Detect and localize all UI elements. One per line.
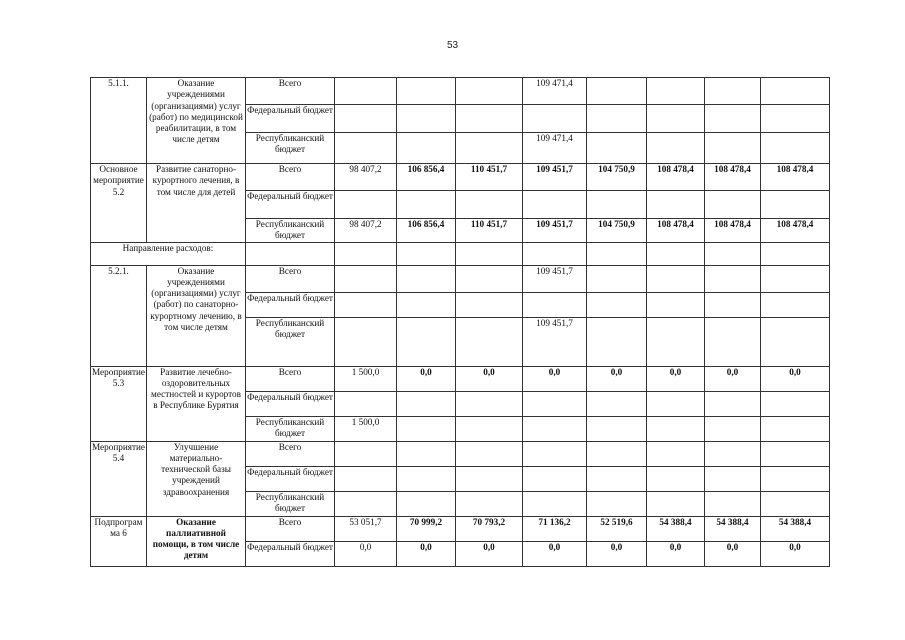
empty-cell [335, 242, 397, 265]
value-cell: 109 471,4 [523, 78, 587, 105]
value-cell [456, 265, 523, 292]
item-name: Улучшение материально-технической базы учреждений здравоохранения [147, 441, 246, 516]
funding-source: Всего [246, 516, 335, 541]
value-cell [397, 416, 456, 441]
funding-source: Федеральный бюджет [246, 391, 335, 416]
value-cell [335, 391, 397, 416]
value-cell [647, 441, 705, 466]
page-number: 53 [446, 40, 459, 51]
value-cell [761, 391, 830, 416]
value-cell [587, 491, 647, 516]
funding-source: Федеральный бюджет [246, 105, 335, 133]
value-cell: 0,0 [761, 366, 830, 391]
value-cell: 0,0 [397, 541, 456, 566]
value-cell [397, 491, 456, 516]
value-cell: 0,0 [456, 366, 523, 391]
value-cell [761, 416, 830, 441]
value-cell: 54 388,4 [647, 516, 705, 541]
empty-cell [761, 242, 830, 265]
item-code: Мероприятие 5.4 [91, 441, 147, 516]
item-code: Основное мероприятие 5.2 [91, 164, 147, 243]
table-row [91, 441, 830, 466]
value-cell [761, 292, 830, 317]
value-cell [456, 391, 523, 416]
value-cell: 109 451,7 [523, 219, 587, 243]
value-cell [705, 416, 761, 441]
value-cell: 110 451,7 [456, 164, 523, 191]
value-cell [335, 292, 397, 317]
value-cell: 0,0 [647, 541, 705, 566]
value-cell [523, 466, 587, 491]
value-cell [705, 491, 761, 516]
value-cell: 109 471,4 [523, 133, 587, 164]
value-cell [761, 317, 830, 366]
value-cell [705, 441, 761, 466]
value-cell: 98 407,2 [335, 219, 397, 243]
value-cell: 104 750,9 [587, 164, 647, 191]
value-cell [335, 105, 397, 133]
empty-cell [246, 242, 335, 265]
funding-source: Федеральный бюджет [246, 292, 335, 317]
value-cell [761, 466, 830, 491]
value-cell [705, 265, 761, 292]
value-cell [335, 78, 397, 105]
value-cell [587, 416, 647, 441]
item-name: Оказание учреждениями (организациями) услуг (работ) по санаторно-курортному лечению, в том числе детям [147, 265, 246, 366]
item-name: Оказание учреждениями (организациями) услуг (работ) по медицинской реабилитации, в том числе детям [147, 78, 246, 164]
value-cell [587, 466, 647, 491]
value-cell: 0,0 [705, 541, 761, 566]
value-cell: 70 999,2 [397, 516, 456, 541]
funding-source: Всего [246, 265, 335, 292]
value-cell [523, 416, 587, 441]
empty-cell [705, 242, 761, 265]
value-cell [587, 317, 647, 366]
funding-source: Федеральный бюджет [246, 466, 335, 491]
value-cell: 1 500,0 [335, 366, 397, 391]
value-cell: 0,0 [587, 541, 647, 566]
item-code: Подпрограмма 6 [91, 516, 147, 566]
table-row [91, 265, 830, 292]
table-row [91, 78, 830, 105]
value-cell [647, 265, 705, 292]
value-cell: 0,0 [761, 541, 830, 566]
value-cell: 98 407,2 [335, 164, 397, 191]
value-cell: 108 478,4 [705, 219, 761, 243]
funding-source: Федеральный бюджет [246, 191, 335, 219]
value-cell [397, 391, 456, 416]
item-code: Мероприятие 5.3 [91, 366, 147, 441]
value-cell [456, 78, 523, 105]
value-cell [587, 391, 647, 416]
value-cell [456, 441, 523, 466]
value-cell [647, 391, 705, 416]
value-cell: 108 478,4 [647, 164, 705, 191]
value-cell [705, 133, 761, 164]
value-cell [397, 441, 456, 466]
value-cell [335, 133, 397, 164]
value-cell [705, 105, 761, 133]
value-cell [456, 466, 523, 491]
value-cell [647, 416, 705, 441]
value-cell [397, 317, 456, 366]
value-cell [335, 265, 397, 292]
value-cell [587, 265, 647, 292]
value-cell [761, 105, 830, 133]
value-cell [456, 191, 523, 219]
value-cell [587, 105, 647, 133]
value-cell [523, 105, 587, 133]
funding-source: Республиканский бюджет [246, 133, 335, 164]
empty-cell [647, 242, 705, 265]
value-cell: 52 519,6 [587, 516, 647, 541]
value-cell: 53 051,7 [335, 516, 397, 541]
value-cell [705, 317, 761, 366]
empty-cell [397, 242, 456, 265]
value-cell: 0,0 [587, 366, 647, 391]
value-cell [705, 391, 761, 416]
value-cell: 70 793,2 [456, 516, 523, 541]
value-cell [647, 292, 705, 317]
value-cell [456, 416, 523, 441]
value-cell [335, 466, 397, 491]
value-cell: 108 478,4 [761, 164, 830, 191]
value-cell [761, 133, 830, 164]
value-cell: 0,0 [335, 541, 397, 566]
value-cell: 109 451,7 [523, 317, 587, 366]
value-cell [647, 191, 705, 219]
value-cell [335, 441, 397, 466]
value-cell [587, 441, 647, 466]
value-cell [761, 441, 830, 466]
value-cell: 0,0 [647, 366, 705, 391]
value-cell [523, 191, 587, 219]
value-cell [647, 78, 705, 105]
value-cell [761, 78, 830, 105]
value-cell [647, 466, 705, 491]
value-cell [647, 105, 705, 133]
value-cell [335, 491, 397, 516]
direction-label: Направление расходов: [91, 242, 246, 265]
value-cell [705, 191, 761, 219]
item-name: Развитие лечебно-оздоровительных местностей и курортов в Республике Бурятия [147, 366, 246, 441]
value-cell [397, 78, 456, 105]
funding-source: Всего [246, 78, 335, 105]
value-cell [587, 191, 647, 219]
value-cell: 71 136,2 [523, 516, 587, 541]
funding-source: Республиканский бюджет [246, 491, 335, 516]
value-cell: 0,0 [456, 541, 523, 566]
value-cell: 106 856,4 [397, 164, 456, 191]
value-cell: 108 478,4 [761, 219, 830, 243]
budget-table [90, 77, 830, 567]
value-cell [647, 133, 705, 164]
value-cell [587, 133, 647, 164]
item-name: Развитие санаторно-курортного лечения, в том числе для детей [147, 164, 246, 243]
value-cell [523, 441, 587, 466]
value-cell: 54 388,4 [761, 516, 830, 541]
value-cell [523, 292, 587, 317]
value-cell: 104 750,9 [587, 219, 647, 243]
funding-source: Федеральный бюджет [246, 541, 335, 566]
table-row [91, 366, 830, 391]
value-cell [761, 491, 830, 516]
funding-source: Республиканский бюджет [246, 219, 335, 243]
value-cell [647, 317, 705, 366]
empty-cell [587, 242, 647, 265]
funding-source: Республиканский бюджет [246, 317, 335, 366]
empty-cell [523, 242, 587, 265]
funding-source: Всего [246, 164, 335, 191]
funding-source: Всего [246, 441, 335, 466]
value-cell: 1 500,0 [335, 416, 397, 441]
value-cell: 110 451,7 [456, 219, 523, 243]
value-cell [705, 78, 761, 105]
value-cell [523, 391, 587, 416]
value-cell: 0,0 [397, 366, 456, 391]
value-cell [397, 105, 456, 133]
value-cell [397, 133, 456, 164]
value-cell: 0,0 [523, 366, 587, 391]
value-cell: 54 388,4 [705, 516, 761, 541]
value-cell [647, 491, 705, 516]
value-cell: 108 478,4 [705, 164, 761, 191]
item-code: 5.2.1. [91, 265, 147, 366]
value-cell [456, 133, 523, 164]
value-cell [397, 191, 456, 219]
budget-table-body [91, 78, 830, 567]
value-cell [397, 466, 456, 491]
value-cell [587, 292, 647, 317]
value-cell [761, 191, 830, 219]
funding-source: Всего [246, 366, 335, 391]
value-cell: 109 451,7 [523, 265, 587, 292]
value-cell: 108 478,4 [647, 219, 705, 243]
value-cell [761, 265, 830, 292]
value-cell [456, 491, 523, 516]
value-cell: 109 451,7 [523, 164, 587, 191]
value-cell [335, 317, 397, 366]
table-row [91, 516, 830, 541]
item-name: Оказание паллиативной помощи, в том числе детям [147, 516, 246, 566]
value-cell [705, 292, 761, 317]
value-cell [705, 466, 761, 491]
value-cell [587, 78, 647, 105]
value-cell [523, 491, 587, 516]
item-code: 5.1.1. [91, 78, 147, 164]
value-cell [456, 292, 523, 317]
value-cell [397, 265, 456, 292]
value-cell [456, 105, 523, 133]
direction-row [91, 242, 830, 265]
value-cell [456, 317, 523, 366]
value-cell: 106 856,4 [397, 219, 456, 243]
value-cell [397, 292, 456, 317]
funding-source: Республиканский бюджет [246, 416, 335, 441]
value-cell [335, 191, 397, 219]
value-cell: 0,0 [705, 366, 761, 391]
table-row [91, 164, 830, 191]
empty-cell [456, 242, 523, 265]
value-cell: 0,0 [523, 541, 587, 566]
